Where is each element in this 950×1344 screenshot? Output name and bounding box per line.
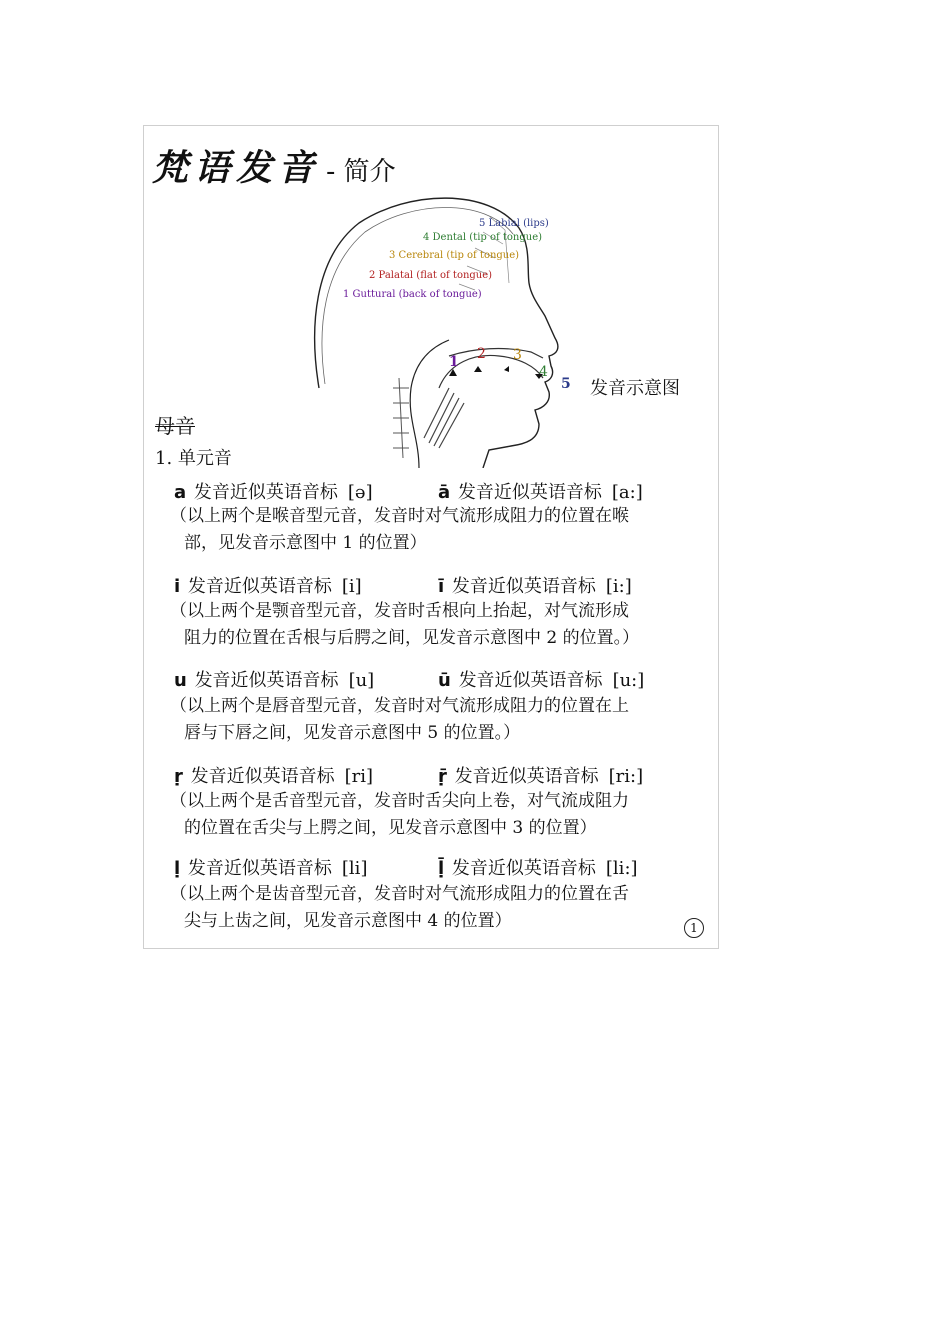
section-title: 母音 [155, 414, 195, 438]
page-number: 1 [684, 918, 704, 938]
vowel-row-left [174, 572, 362, 598]
vowel-ipa: [a:] [611, 482, 643, 503]
vowel-symbol: i [174, 576, 181, 597]
position-3: 3 [513, 347, 522, 363]
vowel-symbol: ā [438, 482, 451, 503]
vowel-row-right [438, 666, 644, 692]
vowel-desc: 发音近似英语音标 [193, 482, 338, 503]
vowel-ipa: [u] [348, 670, 375, 691]
vowel-row-right [438, 854, 638, 880]
vowel-desc: 发音近似英语音标 [190, 766, 335, 787]
note-line-1: （以上两个是喉音型元音，发音时对气流形成阻力的位置在喉 [170, 506, 629, 526]
throat-line [410, 340, 449, 468]
vowel-symbol: ū [438, 670, 451, 691]
note-line-2: 的位置在舌尖与上腭之间，见发音示意图中 3 的位置） [184, 818, 597, 838]
vowel-row-left [174, 762, 373, 788]
vowel-ipa: [i] [341, 576, 362, 597]
vowel-row-left [174, 854, 367, 880]
note-line-1: （以上两个是舌音型元音，发音时舌尖向上卷，对气流成阻力 [170, 791, 629, 811]
sub-title [155, 444, 232, 470]
note-line-1: （以上两个是齿音型元音，发音时对气流形成阻力的位置在舌 [170, 884, 629, 904]
tongue-hatching [424, 388, 464, 448]
note-line-1: （以上两个是颚音型元音，发音时舌根向上抬起，对气流形成 [170, 601, 629, 621]
vowel-note [170, 788, 700, 842]
vowel-ipa: [ri:] [608, 766, 644, 787]
vowel-desc: 发音近似英语音标 [458, 670, 603, 691]
vowel-symbol: ḷ [174, 858, 181, 879]
position-2: 2 [477, 346, 486, 362]
position-1: 1 [449, 354, 459, 370]
note-line-2: 尖与上齿之间，见发音示意图中 4 的位置） [184, 911, 512, 931]
label-guttural: 1 Guttural (back of tongue) [343, 289, 482, 300]
vowel-symbol: ī [438, 576, 445, 597]
vowel-row-right [438, 478, 643, 504]
vowel-ipa: [i:] [605, 576, 632, 597]
vowel-ipa: [ri] [344, 766, 374, 787]
label-dental: 4 Dental (tip of tongue) [423, 232, 543, 243]
vowel-desc: 发音近似英语音标 [454, 766, 599, 787]
vowel-note [170, 503, 700, 557]
vertebrae [393, 378, 409, 458]
note-line-2: 唇与下唇之间，见发音示意图中 5 的位置。） [184, 723, 521, 743]
vowel-ipa: [u:] [612, 670, 645, 691]
sub-number: 1. [155, 448, 173, 469]
note-line-1: （以上两个是唇音型元音，发音时对气流形成阻力的位置在上 [170, 696, 629, 716]
diagram-caption: 发音示意图 [590, 378, 680, 399]
document-page [143, 125, 719, 949]
label-palatal: 2 Palatal (flat of tongue) [369, 270, 493, 281]
vowel-note [170, 881, 700, 935]
vowel-desc: 发音近似英语音标 [194, 670, 339, 691]
page-title [152, 140, 396, 191]
label-labial: 5 Labial (lips) [479, 218, 549, 229]
vowel-ipa: [ə] [347, 482, 373, 503]
vowel-desc: 发音近似英语音标 [451, 858, 596, 879]
vowel-desc: 发音近似英语音标 [187, 576, 332, 597]
vowel-symbol: a [174, 482, 187, 503]
label-cerebral: 3 Cerebral (tip of tongue) [389, 250, 520, 261]
vowel-ipa: [li:] [605, 858, 638, 879]
note-line-2: 部，见发音示意图中 1 的位置） [184, 533, 427, 553]
vowel-row-right [438, 572, 632, 598]
title-main: 梵语发音 [152, 147, 321, 189]
vowel-row-left [174, 666, 374, 692]
vowel-desc: 发音近似英语音标 [457, 482, 602, 503]
title-sub: - 简介 [326, 157, 396, 187]
position-5: 5 [561, 376, 571, 392]
palate-arc [449, 349, 543, 358]
vowel-symbol: ṛ [174, 766, 183, 787]
position-4: 4 [539, 364, 548, 380]
vowel-ipa: [li] [341, 858, 368, 879]
vowel-note [170, 598, 700, 652]
vowel-symbol: ṝ [438, 766, 447, 787]
vowel-symbol: ḹ [438, 858, 445, 879]
vowel-desc: 发音近似英语音标 [187, 858, 332, 879]
vowel-note [170, 693, 700, 747]
sub-title-text: 单元音 [177, 448, 232, 469]
vowel-symbol: u [174, 670, 187, 691]
vowel-row-right [438, 762, 643, 788]
note-line-2: 阻力的位置在舌根与后腭之间，见发音示意图中 2 的位置。） [184, 628, 640, 648]
vowel-desc: 发音近似英语音标 [451, 576, 596, 597]
vowel-row-left [174, 478, 373, 504]
pronunciation-diagram [299, 188, 579, 468]
